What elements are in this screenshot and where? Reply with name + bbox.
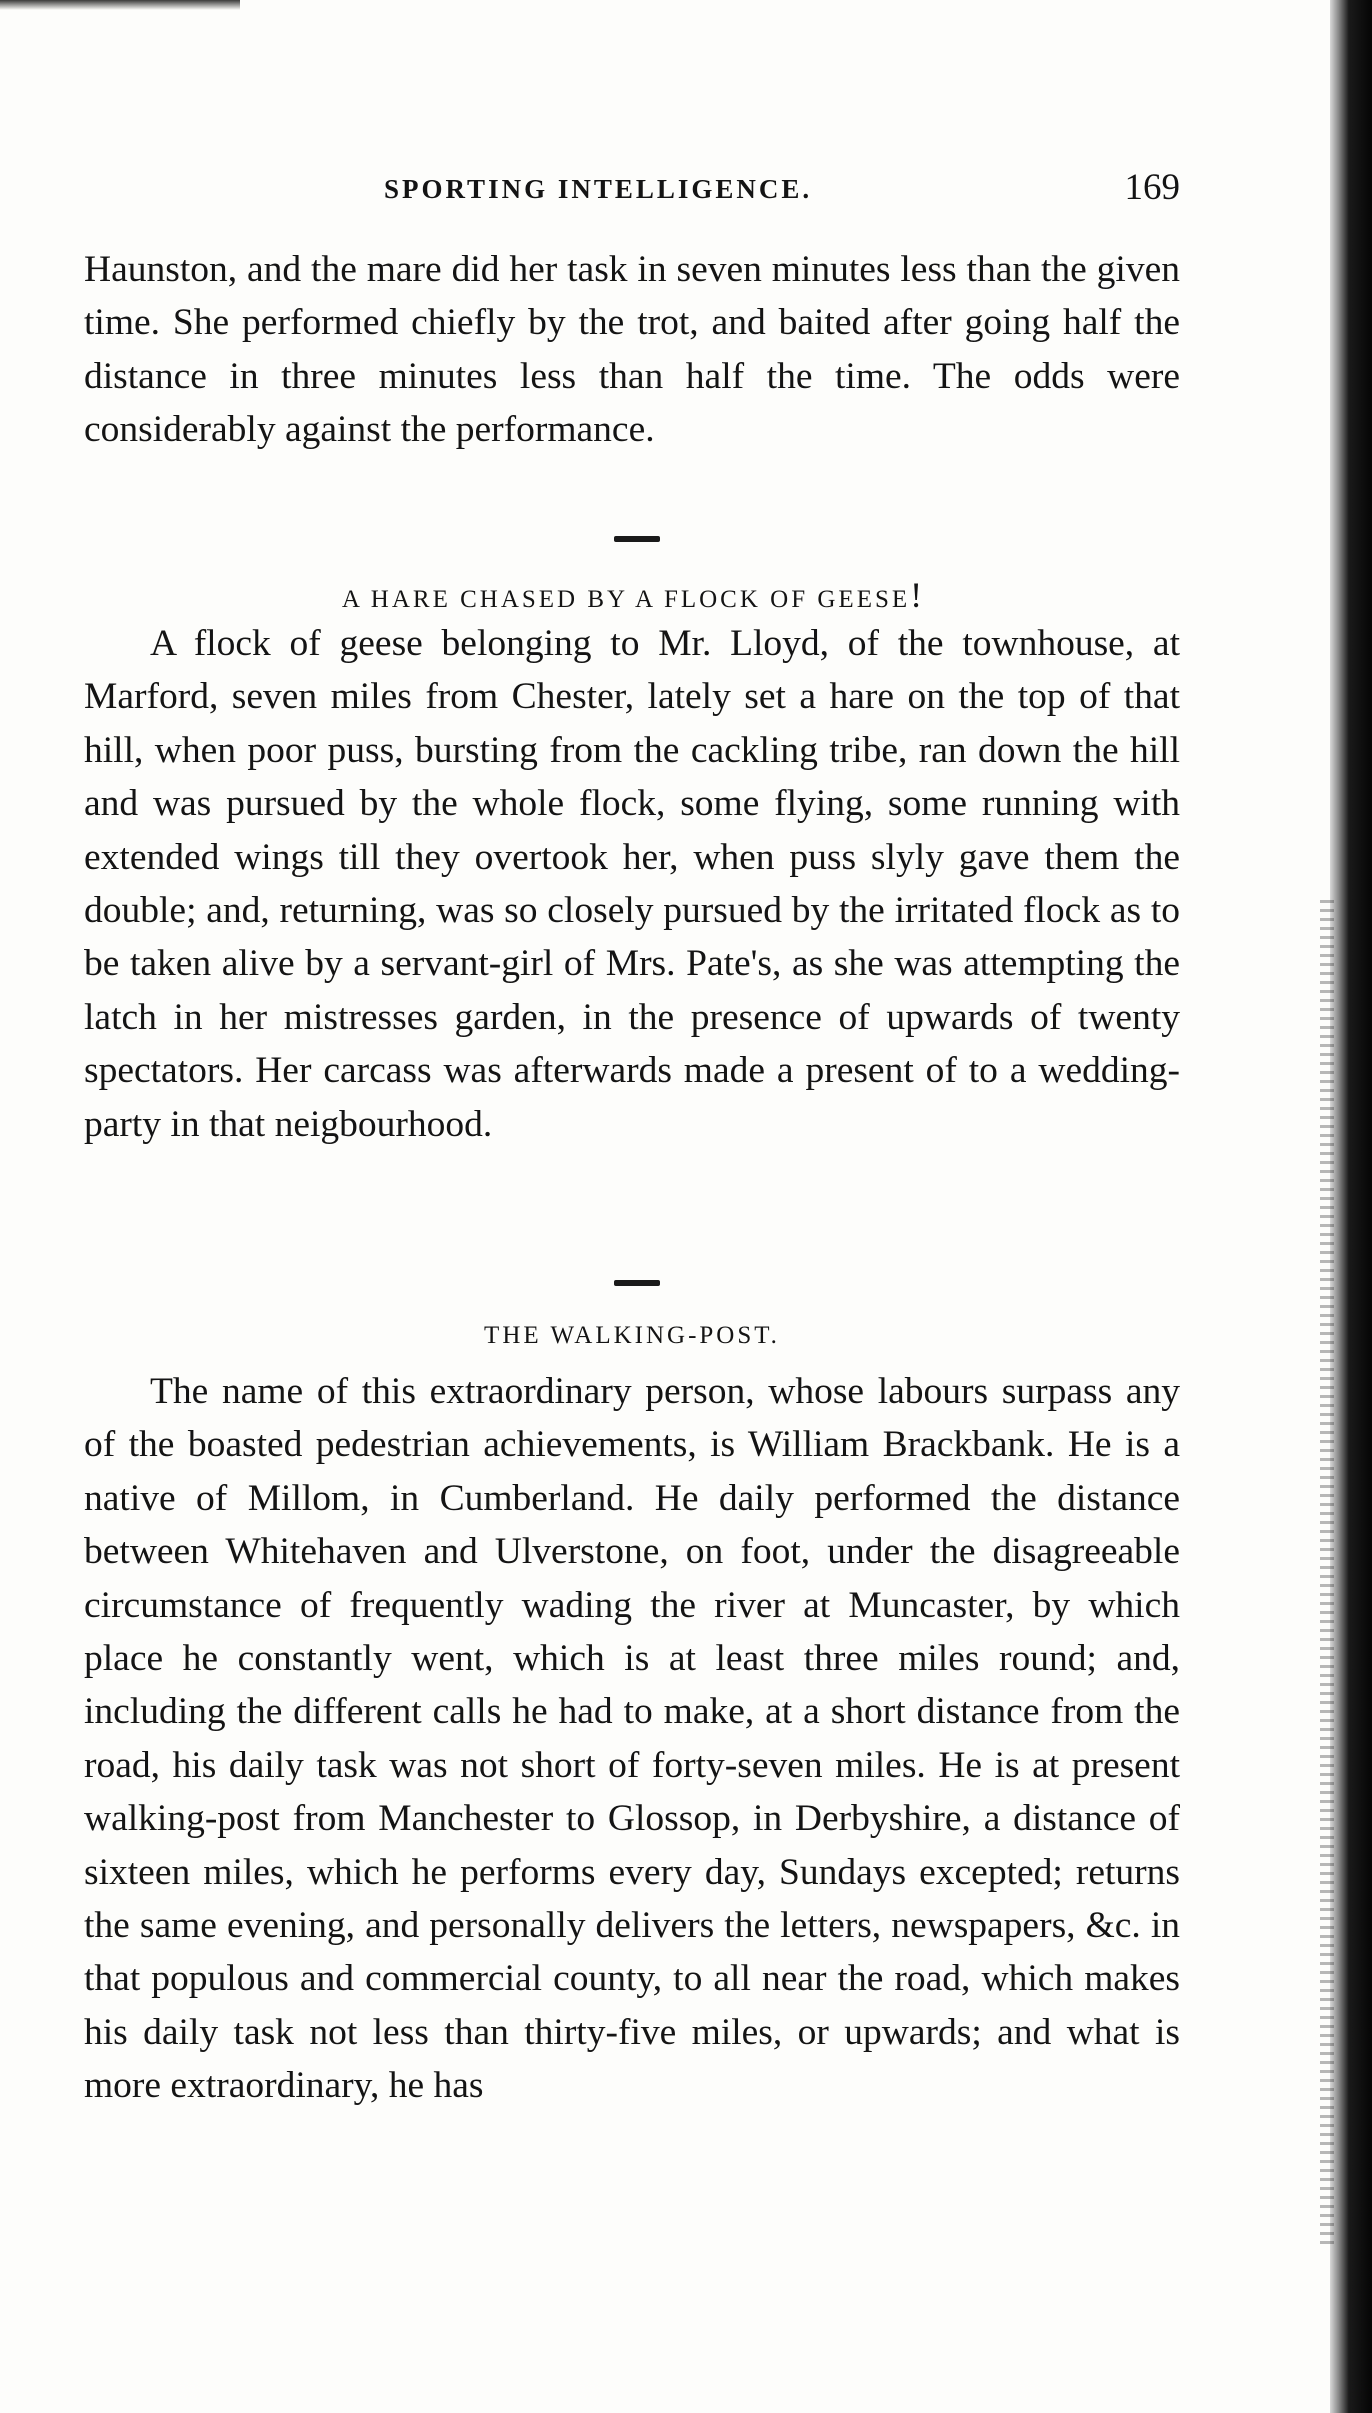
page-edge-texture <box>1320 900 1334 2250</box>
section-title-hare <box>84 574 1180 616</box>
continuation-paragraph: Haunston, and the mare did her task in seven minutes less than the given time. She performed chiefly by the trot, and baited after going half the distance in three minutes less than half the time. The odds were considerably against the performance. <box>84 249 1180 451</box>
section-divider <box>614 1280 660 1286</box>
running-head <box>84 166 1180 212</box>
walking-post-paragraph-block <box>84 1365 1180 2113</box>
page-number: 169 <box>1124 167 1180 208</box>
section-title-hare-mark: ! <box>910 575 923 615</box>
section-title-walking-post <box>84 1322 1180 1350</box>
hare-paragraph-block <box>84 617 1180 1151</box>
section-title-walking-post-text: THE WALKING-POST. <box>484 1322 780 1349</box>
book-spine-edge <box>1330 0 1372 2413</box>
section-title-hare-text: A HARE CHASED BY A FLOCK OF GEESE <box>341 586 911 613</box>
scan-shadow <box>0 0 240 10</box>
hare-paragraph: A flock of geese belonging to Mr. Lloyd, of the townhouse, at Marford, seven miles from Chester, lately set a hare on the top of that hill, when poor puss, bursting from the cackling tribe, ran down the hill and was pursued by the whole flock, some flying, some running with extended wings till they overtook her, when puss slyly gave them the double; and, returning, was so closely pursued by the irritated flock as to be taken alive by a servant-girl of Mrs. Pate's, as she was attempting the latch in her mistresses garden, in the presence of upwards of twenty spectators. Her carcass was afterwards made a present of to a wedding-party in that neigbourhood. <box>84 623 1180 1145</box>
section-divider <box>614 536 660 542</box>
walking-post-paragraph: The name of this extraordinary person, whose labours surpass any of the boasted pedestrian achievements, is William Brackbank. He is a native of Millom, in Cumberland. He daily performed the distance between Whitehaven and Ulverstone, on foot, under the disagreeable circumstance of frequently wading the river at Muncaster, by which place he constantly went, which is at least three miles round; and, including the different calls he had to make, at a short distance from the road, his daily task was not short of forty-seven miles. He is at present walking-post from Manchester to Glossop, in Derbyshire, a distance of sixteen miles, which he performs every day, Sundays excepted; returns the same evening, and personally delivers the letters, newspapers, &c. in that populous and commercial county, to all near the road, which makes his daily task not less than thirty-five miles, or upwards; and what is more extraordinary, he has <box>84 1371 1180 2107</box>
continuation-paragraph-block <box>84 243 1180 457</box>
running-title: SPORTING INTELLIGENCE. <box>384 174 813 204</box>
